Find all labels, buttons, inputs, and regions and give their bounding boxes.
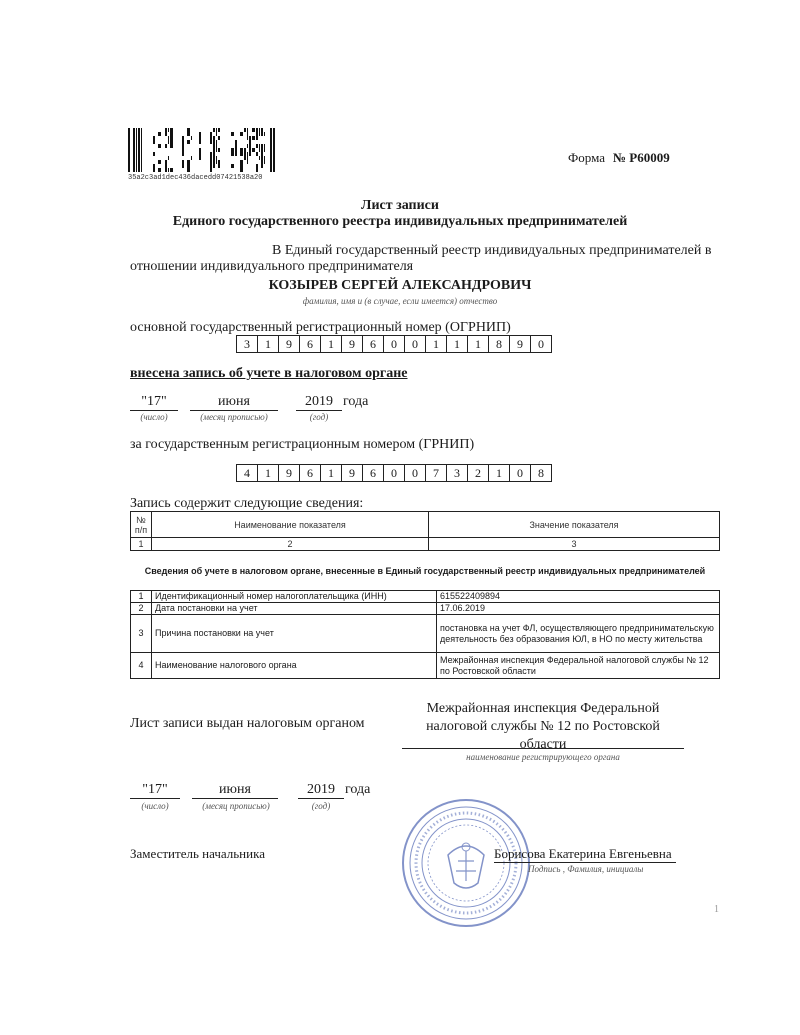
- signer-name: Борисова Екатерина Евгеньевна: [494, 846, 676, 863]
- grnip-digit: 2: [468, 465, 489, 481]
- issue-date-day-caption: (число): [141, 801, 169, 811]
- header-idx-2: 2: [152, 538, 429, 551]
- header-num-line1: №: [136, 514, 146, 525]
- grnip-digit: 6: [363, 465, 384, 481]
- form-number: № Р60009: [612, 150, 670, 165]
- table-row: [131, 615, 720, 653]
- row-number: 2: [131, 603, 152, 615]
- ogrnip-digit: 0: [405, 336, 426, 352]
- table-row: [131, 603, 720, 615]
- official-stamp-icon: [400, 797, 532, 929]
- issuer-underline: [402, 748, 684, 749]
- entrepreneur-name-caption: фамилия, имя и (в случае, если имеется) отчество: [302, 296, 498, 306]
- header-num-cell: [131, 512, 152, 538]
- grnip-digit: 1: [321, 465, 342, 481]
- ogrnip-digit: 9: [279, 336, 300, 352]
- ogrnip-digit: 1: [426, 336, 447, 352]
- info-table: [130, 590, 720, 679]
- header-num-line2: п/п: [134, 524, 148, 535]
- table-row: [131, 653, 720, 679]
- ogrnip-digit: 1: [447, 336, 468, 352]
- row-value: Межрайонная инспекция Федеральной налоговой службы № 12 по Ростовской области: [437, 653, 720, 679]
- ogrnip-digit: 1: [468, 336, 489, 352]
- entry-date-year-caption: (год): [309, 412, 329, 422]
- ogrnip-digit: 3: [237, 336, 258, 352]
- signer-position: Заместитель начальника: [130, 846, 265, 861]
- entry-date-month: июня: [190, 394, 278, 411]
- entry-date-day: "17": [130, 394, 178, 411]
- ogrnip-digit: 6: [363, 336, 384, 352]
- doc-title: Лист записи: [361, 198, 439, 213]
- grnip-digit: 6: [300, 465, 321, 481]
- entry-date-day-caption: (число): [140, 412, 168, 422]
- issue-date-month-caption: (месяц прописью): [202, 801, 270, 811]
- ogrnip-digits: [236, 335, 552, 353]
- entry-date-year: 2019: [296, 394, 342, 411]
- grnip-digit: 9: [279, 465, 300, 481]
- ogrnip-digit: 0: [384, 336, 405, 352]
- row-name: Причина постановки на учет: [152, 615, 437, 653]
- entrepreneur-name: КОЗЫРЕВ СЕРГЕЙ АЛЕКСАНДРОВИЧ: [268, 278, 532, 293]
- grnip-digit: 3: [447, 465, 468, 481]
- row-number: 3: [131, 615, 152, 653]
- row-name: Наименование налогового органа: [152, 653, 437, 679]
- grnip-digit: 7: [426, 465, 447, 481]
- ogrnip-digit: 0: [538, 337, 544, 351]
- signer-caption: Подпись , Фамилия, инициалы: [528, 864, 644, 874]
- issuer-line-1: Межрайонная инспекция Федеральной: [426, 701, 660, 716]
- header-col-value: Значение показателя: [429, 512, 720, 538]
- header-col-name: Наименование показателя: [152, 512, 429, 538]
- barcode-image: [128, 128, 278, 172]
- header-table: [130, 511, 720, 551]
- ogrnip-digit: 6: [300, 336, 321, 352]
- entry-date-month-caption: (месяц прописью): [200, 412, 268, 422]
- grnip-digit: 4: [237, 465, 258, 481]
- issue-date-goda: года: [345, 782, 371, 797]
- grnip-digit: 1: [258, 465, 279, 481]
- row-number: 1: [131, 591, 152, 603]
- issue-date-month: июня: [192, 782, 278, 799]
- intro-line-1: В Единый государственный реестр индивидуальных предпринимателей в: [272, 243, 712, 258]
- row-value: 17.06.2019: [437, 603, 720, 615]
- intro-line-2: отношении индивидуального предпринимателя: [130, 259, 414, 274]
- issuer-caption: наименование регистрирующего органа: [466, 752, 620, 762]
- row-value: 615522409894: [437, 591, 720, 603]
- ogrnip-digit: 1: [258, 336, 279, 352]
- table-row: [131, 591, 720, 603]
- row-name: Идентификационный номер налогоплательщика (ИНН): [152, 591, 437, 603]
- barcode-id: 35a2c3ad1dec436dacedd07421538a20: [128, 174, 263, 182]
- form-label: [568, 150, 670, 166]
- grnip-digits: [236, 464, 552, 482]
- ogrnip-digit: 1: [321, 336, 342, 352]
- grnip-digit: 8: [538, 466, 544, 480]
- issuer-name: [402, 700, 684, 754]
- issued-label: Лист записи выдан налоговым органом: [130, 716, 365, 731]
- ogrnip-label: основной государственный регистрационный номер (ОГРНИП): [130, 320, 511, 335]
- grnip-digit: 0: [384, 465, 405, 481]
- grnip-label: за государственным регистрационным номером (ГРНИП): [130, 437, 475, 452]
- entry-made-heading: внесена запись об учете в налоговом органе: [130, 366, 408, 381]
- issuer-line-3: области: [519, 737, 567, 752]
- grnip-digit: 0: [405, 465, 426, 481]
- row-name: Дата постановки на учет: [152, 603, 437, 615]
- ogrnip-digit: 8: [489, 336, 510, 352]
- row-value: постановка на учет ФЛ, осуществляющего предпринимательскую деятельность без образования ЮЛ, в НО по месту жительства: [437, 615, 720, 653]
- contains-label: Запись содержит следующие сведения:: [130, 496, 364, 511]
- header-idx-3: 3: [429, 538, 720, 551]
- grnip-digit: 9: [342, 465, 363, 481]
- doc-subtitle: Единого государственного реестра индивидуальных предпринимателей: [172, 214, 628, 229]
- grnip-digit: 1: [489, 465, 510, 481]
- issue-date-year-caption: (год): [311, 801, 331, 811]
- ogrnip-digit: 9: [510, 336, 531, 352]
- entry-date-goda: года: [343, 394, 369, 409]
- grnip-digit: 0: [510, 465, 531, 481]
- issue-date-day: "17": [130, 782, 180, 799]
- issuer-line-2: налоговой службы № 12 по Ростовской: [426, 719, 660, 734]
- page-mark: 1: [714, 904, 719, 915]
- row-number: 4: [131, 653, 152, 679]
- header-idx-1: 1: [131, 538, 152, 551]
- form-label-text: Форма: [568, 150, 605, 165]
- ogrnip-digit: 9: [342, 336, 363, 352]
- section-title: Сведения об учете в налоговом органе, внесенные в Единый государственный реестр индивидуальных предпринимателей: [144, 566, 706, 576]
- issue-date-year: 2019: [298, 782, 344, 799]
